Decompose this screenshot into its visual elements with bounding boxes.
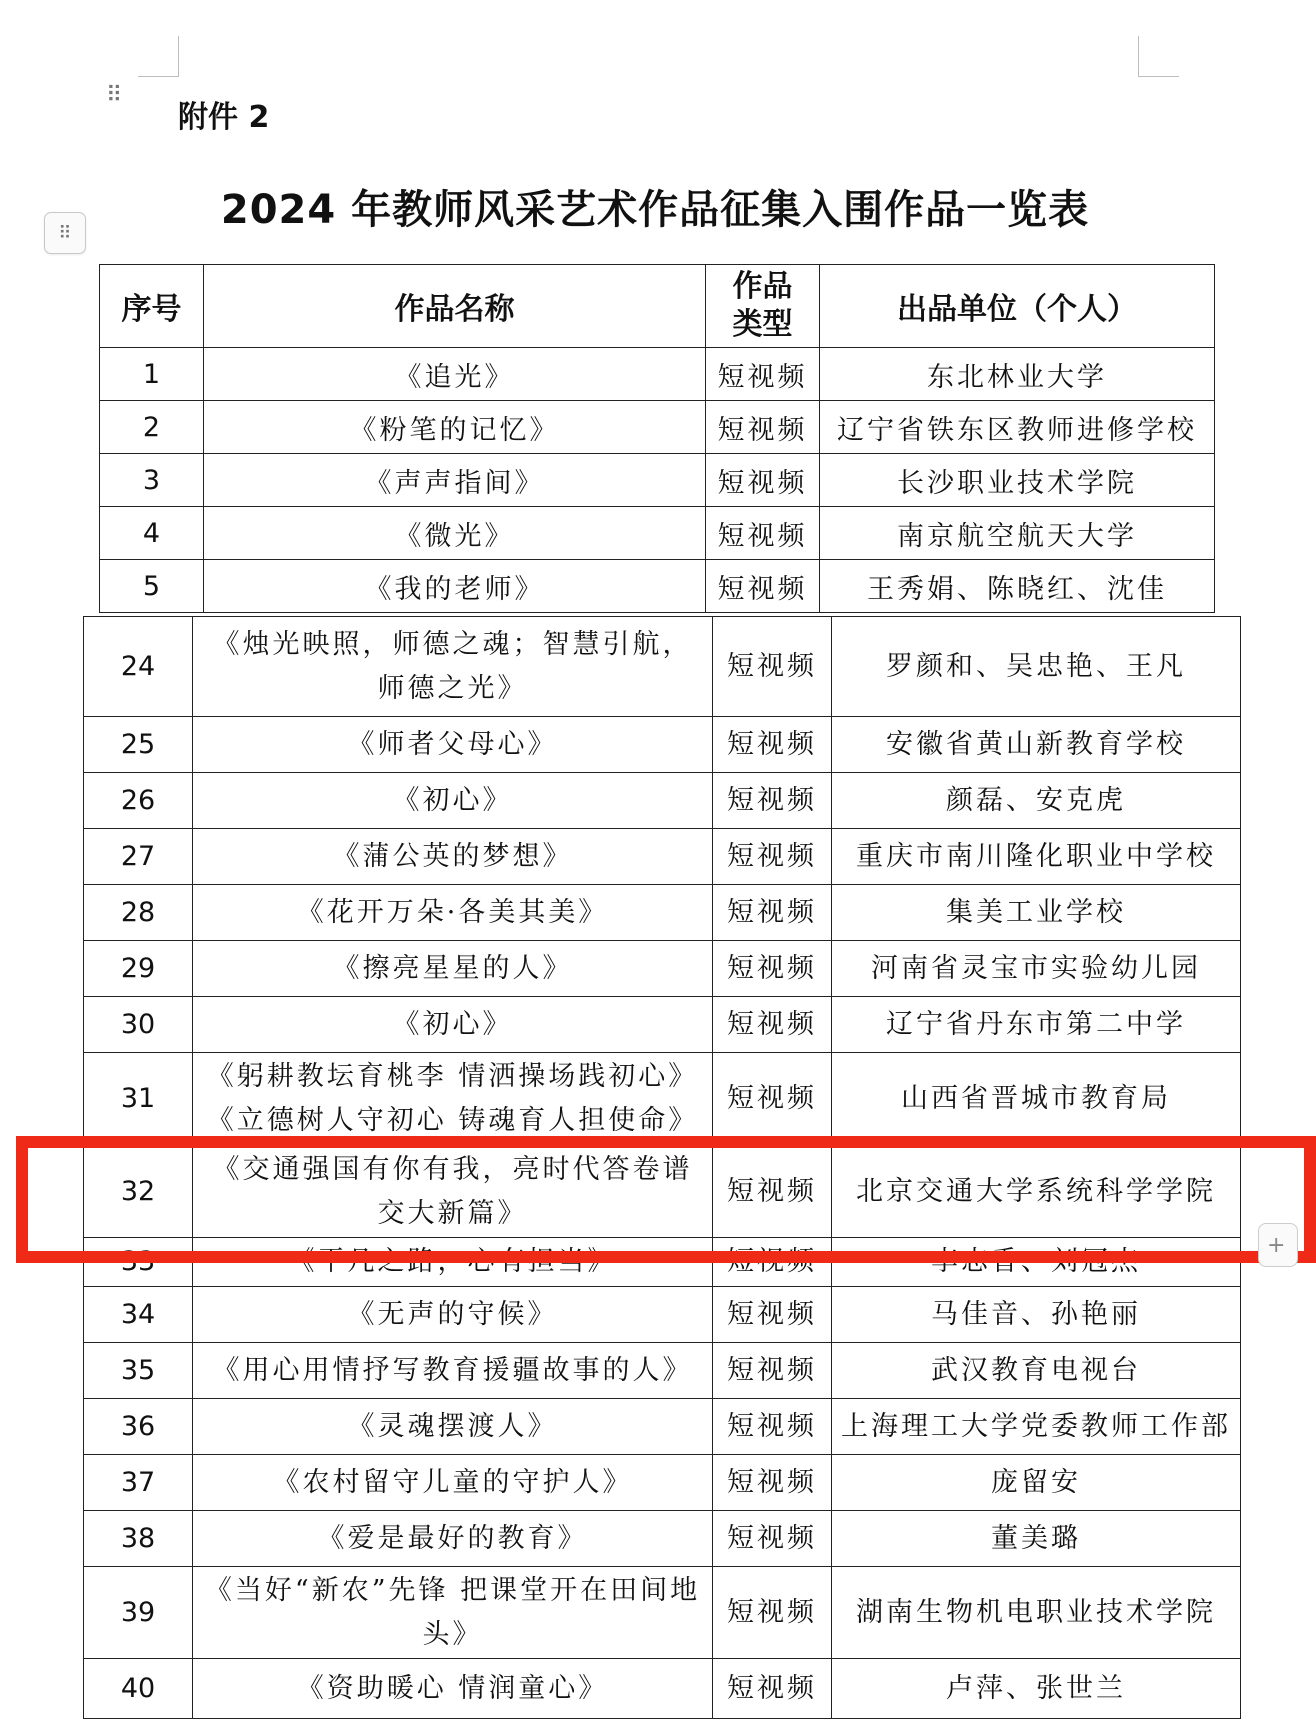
work-type: 短视频 (713, 1455, 832, 1511)
row-number: 25 (84, 717, 193, 773)
table-row (100, 560, 1215, 613)
work-title: 《当好“新农”先锋 把课堂开在田间地头》 (193, 1567, 713, 1659)
producer-unit: 武汉教育电视台 (832, 1343, 1241, 1399)
work-type: 短视频 (706, 401, 820, 454)
work-type: 短视频 (713, 1659, 832, 1719)
table-move-icon[interactable]: ⠿ (44, 212, 86, 254)
row-number: 4 (100, 507, 204, 560)
table-row (84, 1287, 1241, 1343)
page-title: 2024 年教师风采艺术作品征集入围作品一览表 (220, 187, 1090, 233)
producer-unit: 长沙职业技术学院 (820, 454, 1215, 507)
work-type: 短视频 (713, 1287, 832, 1343)
column-header-name: 作品名称 (204, 265, 706, 348)
work-title: 《交通强国有你有我，亮时代答卷谱交大新篇》 (193, 1146, 713, 1238)
work-type: 短视频 (713, 1567, 832, 1659)
row-number: 2 (100, 401, 204, 454)
work-title: 《花开万朵·各美其美》 (193, 885, 713, 941)
table-row (84, 1659, 1241, 1719)
producer-unit: 南京航空航天大学 (820, 507, 1215, 560)
row-number: 24 (84, 617, 193, 717)
row-number: 29 (84, 941, 193, 997)
work-type: 短视频 (713, 1511, 832, 1567)
producer-unit: 马佳音、孙艳丽 (832, 1287, 1241, 1343)
add-icon[interactable]: + (1258, 1223, 1298, 1267)
table-row (84, 1343, 1241, 1399)
producer-unit: 安徽省黄山新教育学校 (832, 717, 1241, 773)
table-row (100, 507, 1215, 560)
work-title: 《我的老师》 (204, 560, 706, 613)
producer-unit: 庞留安 (832, 1455, 1241, 1511)
producer-unit: 卢萍、张世兰 (832, 1659, 1241, 1719)
work-type: 短视频 (706, 348, 820, 401)
work-title: 《躬耕教坛育桃李 情洒操场践初心》《立德树人守初心 铸魂育人担使命》 (193, 1053, 713, 1146)
producer-unit: 董美璐 (832, 1511, 1241, 1567)
column-header-no: 序号 (100, 265, 204, 348)
table-row (84, 885, 1241, 941)
work-title: 《蒲公英的梦想》 (193, 829, 713, 885)
work-title: 《烛光映照，师德之魂；智慧引航，师德之光》 (193, 617, 713, 717)
table-row (84, 1399, 1241, 1455)
producer-unit: 集美工业学校 (832, 885, 1241, 941)
row-number: 35 (84, 1343, 193, 1399)
table-row (100, 454, 1215, 507)
producer-unit: 颜磊、安克虎 (832, 773, 1241, 829)
table-row (100, 348, 1215, 401)
producer-unit: 东北林业大学 (820, 348, 1215, 401)
producer-unit: 辽宁省丹东市第二中学 (832, 997, 1241, 1053)
work-title: 《追光》 (204, 348, 706, 401)
work-type: 短视频 (713, 941, 832, 997)
highlight-box (16, 1136, 1316, 1263)
work-title: 《灵魂摆渡人》 (193, 1399, 713, 1455)
row-number: 3 (100, 454, 204, 507)
entries-table-top (99, 264, 1215, 613)
work-type: 短视频 (713, 1238, 832, 1287)
work-type: 短视频 (713, 617, 832, 717)
table-header-row (100, 265, 1215, 348)
row-number: 5 (100, 560, 204, 613)
work-type: 短视频 (706, 560, 820, 613)
table-row (84, 829, 1241, 885)
table-row (84, 617, 1241, 717)
work-type: 短视频 (713, 1146, 832, 1238)
table-row (84, 1053, 1241, 1146)
producer-unit: 李志香、刘冠杰 (832, 1238, 1241, 1287)
work-title: 《粉笔的记忆》 (204, 401, 706, 454)
producer-unit: 上海理工大学党委教师工作部 (832, 1399, 1241, 1455)
work-title: 《爱是最好的教育》 (193, 1511, 713, 1567)
row-number: 38 (84, 1511, 193, 1567)
attachment-label: 附件 2 (178, 100, 270, 135)
row-number: 39 (84, 1567, 193, 1659)
work-type: 短视频 (706, 454, 820, 507)
row-number: 36 (84, 1399, 193, 1455)
row-number: 27 (84, 829, 193, 885)
producer-unit: 王秀娟、陈晓红、沈佳 (820, 560, 1215, 613)
row-number: 34 (84, 1287, 193, 1343)
work-type: 短视频 (713, 1399, 832, 1455)
work-title: 《资助暖心 情润童心》 (193, 1659, 713, 1719)
work-type: 短视频 (713, 829, 832, 885)
drag-handle-icon[interactable]: ⠿ (106, 83, 124, 108)
work-title: 《声声指间》 (204, 454, 706, 507)
row-number: 33 (84, 1238, 193, 1287)
table-row (84, 717, 1241, 773)
table-row (84, 1567, 1241, 1659)
work-type: 短视频 (713, 773, 832, 829)
work-type: 短视频 (713, 997, 832, 1053)
table-row (84, 773, 1241, 829)
producer-unit: 罗颜和、吴忠艳、王凡 (832, 617, 1241, 717)
row-number: 32 (84, 1146, 193, 1238)
producer-unit: 辽宁省铁东区教师进修学校 (820, 401, 1215, 454)
producer-unit: 河南省灵宝市实验幼儿园 (832, 941, 1241, 997)
table-row (84, 1455, 1241, 1511)
work-title: 《初心》 (193, 997, 713, 1053)
work-title: 《微光》 (204, 507, 706, 560)
work-title: 《平凡之路，心有担当》 (193, 1238, 713, 1287)
work-type: 短视频 (713, 1343, 832, 1399)
row-number: 28 (84, 885, 193, 941)
row-number: 37 (84, 1455, 193, 1511)
table-row (84, 1511, 1241, 1567)
work-title: 《初心》 (193, 773, 713, 829)
column-header-unit: 出品单位（个人） (820, 265, 1215, 348)
work-title: 《擦亮星星的人》 (193, 941, 713, 997)
work-type: 短视频 (713, 885, 832, 941)
work-title: 《师者父母心》 (193, 717, 713, 773)
column-header-type: 作品 类型 (706, 265, 820, 348)
row-number: 31 (84, 1053, 193, 1146)
row-number: 26 (84, 773, 193, 829)
table-top-viewport (0, 0, 1280, 614)
producer-unit: 湖南生物机电职业技术学院 (832, 1567, 1241, 1659)
row-number: 40 (84, 1659, 193, 1719)
work-type: 短视频 (713, 717, 832, 773)
work-type: 短视频 (706, 507, 820, 560)
work-type: 短视频 (713, 1053, 832, 1146)
table-row (100, 401, 1215, 454)
row-number: 30 (84, 997, 193, 1053)
producer-unit: 北京交通大学系统科学学院 (832, 1146, 1241, 1238)
row-number: 1 (100, 348, 204, 401)
work-title: 《用心用情抒写教育援疆故事的人》 (193, 1343, 713, 1399)
producer-unit: 重庆市南川隆化职业中学校 (832, 829, 1241, 885)
work-title: 《农村留守儿童的守护人》 (193, 1455, 713, 1511)
work-title: 《无声的守候》 (193, 1287, 713, 1343)
producer-unit: 山西省晋城市教育局 (832, 1053, 1241, 1146)
table-row (84, 997, 1241, 1053)
table-row (84, 941, 1241, 997)
